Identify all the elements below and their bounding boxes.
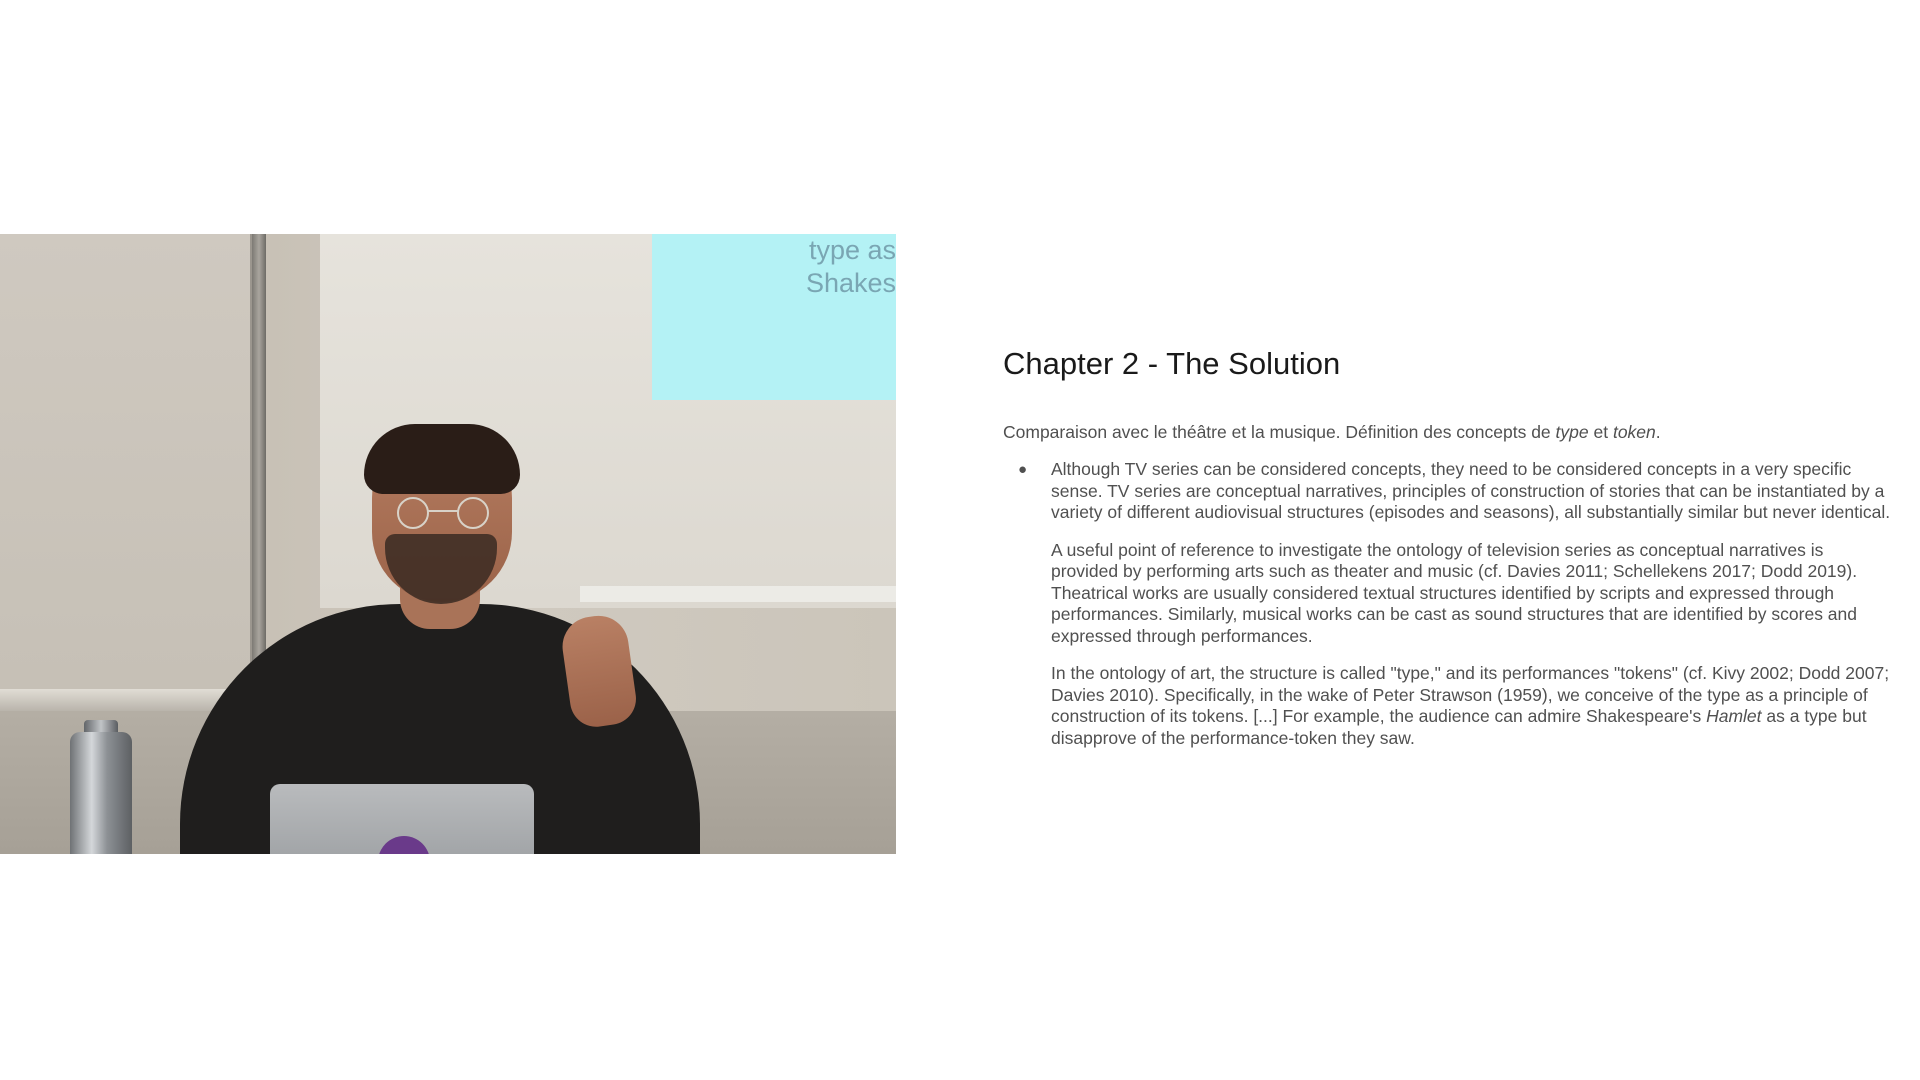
- bullet-icon: ●: [1018, 461, 1028, 478]
- speaker-hair: [364, 424, 520, 494]
- glasses-icon: [385, 496, 501, 530]
- projected-slide-text: type as Shakes: [805, 235, 896, 298]
- bullet-item: [1003, 459, 1893, 749]
- intro-em-type: type: [1555, 422, 1589, 442]
- paragraph-2: A useful point of reference to investigate the ontology of television series as conceptual narratives is provided by performing arts such as theater and music (cf. Davies 2011; Schellekens 2017; Dodd 2019). Theatrical works are usually considered textual structures identified by scripts and expressed through performances. Similarly, musical works can be cast as sound structures that are identified by scores and expressed through performances.: [1051, 539, 1858, 646]
- paragraph-3-text: In the ontology of art, the structure is called "type," and its performances "tokens" (cf. Kivy 2002; Dodd 2007; Davies 2010). Specifically, in the wake of Peter Strawson (1959), we conceive of the type as a principle of construction of its tokens. [...] For example, the audience can admire Shakespeare's: [1051, 663, 1890, 726]
- slide-intro: [1003, 421, 1893, 443]
- slide-title: Chapter 2 - The Solution: [1003, 346, 1341, 381]
- slide-content: [1003, 345, 1893, 765]
- intro-em-token: token: [1612, 422, 1656, 442]
- metal-pole: [252, 234, 266, 689]
- projected-slide: [652, 234, 896, 400]
- whiteboard-panel: [0, 234, 254, 689]
- speaker-video: [0, 234, 896, 854]
- water-bottle: [70, 732, 132, 854]
- paragraph-1: Although TV series can be considered concepts, they need to be considered concepts in a very specific sense. TV series are conceptual narratives, principles of construction of stories that can be instantiated by a variety of different audiovisual structures (episodes and seasons), all substantially similar but never identical.: [1051, 459, 1891, 522]
- paragraph-3-text-end: as a type but disapprove of the performance-token they saw.: [1051, 706, 1867, 748]
- intro-text-end: .: [1655, 422, 1661, 442]
- paragraph-3: [1051, 663, 1893, 749]
- bullet-list: [1003, 459, 1893, 749]
- screen-ledge: [580, 586, 896, 602]
- intro-text-middle: et: [1588, 422, 1613, 442]
- paragraph-3-em-hamlet: Hamlet: [1706, 706, 1762, 726]
- intro-text: Comparaison avec le théâtre et la musique. Définition des concepts de: [1003, 422, 1556, 442]
